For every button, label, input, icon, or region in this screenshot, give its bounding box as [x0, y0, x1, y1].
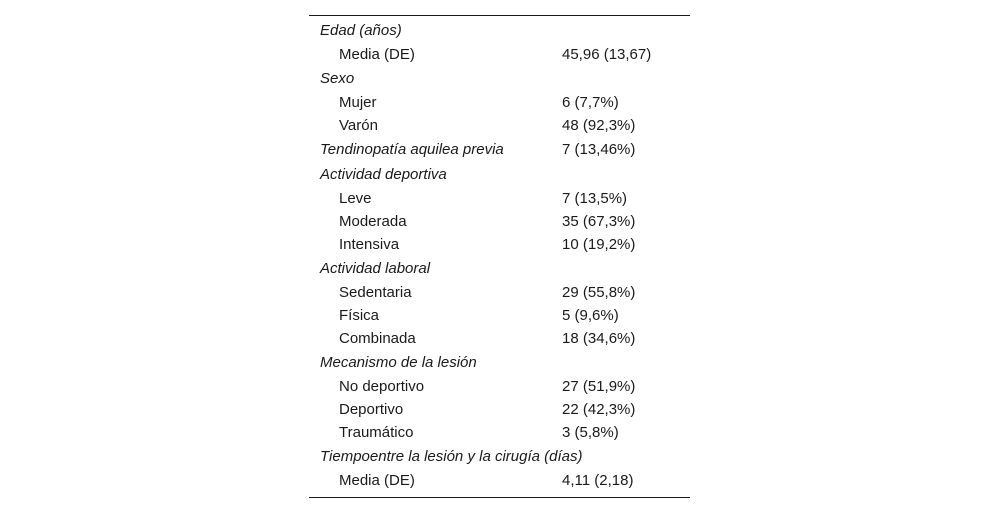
table-row: [309, 233, 690, 256]
section-label: Tiempoentre la lesión y la cirugía (días): [320, 448, 583, 465]
table-row: [309, 43, 690, 66]
table-section-row: [309, 18, 690, 43]
table-row: [309, 304, 690, 327]
row-value: 10 (19,2%): [562, 236, 636, 253]
table-section-row: [309, 162, 690, 187]
table-row: [309, 375, 690, 398]
table-body: [309, 16, 690, 497]
row-value: 18 (34,6%): [562, 330, 636, 347]
row-label: Media (DE): [339, 46, 415, 63]
row-label: Moderada: [339, 213, 407, 230]
row-value: 5 (9,6%): [562, 307, 619, 324]
row-value: 45,96 (13,67): [562, 46, 652, 63]
section-label: Actividad laboral: [320, 260, 431, 277]
row-label: No deportivo: [339, 378, 425, 395]
row-value: 3 (5,8%): [562, 424, 619, 441]
row-label: Sedentaria: [339, 284, 412, 301]
table-row: [309, 91, 690, 114]
row-label: Mujer: [339, 94, 377, 111]
row-label: Varón: [339, 117, 378, 134]
section-label: Tendinopatía aquilea previa: [320, 141, 504, 158]
row-value: 35 (67,3%): [562, 213, 636, 230]
section-label: Mecanismo de la lesión: [320, 354, 477, 371]
table-section-row: [309, 444, 690, 469]
row-value: 22 (42,3%): [562, 401, 636, 418]
row-value: [562, 444, 690, 469]
row-value: [562, 350, 690, 375]
section-label: Edad (años): [320, 22, 402, 39]
section-label: Sexo: [320, 70, 355, 87]
row-value: [562, 162, 690, 187]
table-section-row: [309, 350, 690, 375]
table-row: [309, 281, 690, 304]
row-value: 4,11 (2,18): [562, 472, 634, 489]
table-section-row: [309, 137, 690, 162]
section-label: Actividad deportiva: [320, 166, 447, 183]
table-row: [309, 187, 690, 210]
table-row: [309, 398, 690, 421]
row-label: Media (DE): [339, 472, 415, 489]
table-row: [309, 114, 690, 137]
row-value: [562, 256, 690, 281]
row-label: Deportivo: [339, 401, 404, 418]
row-label: Combinada: [339, 330, 416, 347]
row-label: Física: [339, 307, 380, 324]
row-label: Leve: [339, 190, 372, 207]
row-value: 48 (92,3%): [562, 117, 636, 134]
characteristics-table: [309, 15, 690, 498]
row-value: [562, 66, 690, 91]
bottom-rule: [309, 497, 690, 498]
row-value: 29 (55,8%): [562, 284, 636, 301]
row-value: 27 (51,9%): [562, 378, 636, 395]
row-value: 7 (13,46%): [562, 141, 636, 158]
table-row: [309, 421, 690, 444]
table-section-row: [309, 66, 690, 91]
table-section-row: [309, 256, 690, 281]
table-row: [309, 327, 690, 350]
row-label: Intensiva: [339, 236, 400, 253]
row-value: 6 (7,7%): [562, 94, 619, 111]
row-value: 7 (13,5%): [562, 190, 628, 207]
row-label: Traumático: [339, 424, 414, 441]
table-row: [309, 469, 690, 492]
row-value: [562, 18, 690, 43]
table-row: [309, 210, 690, 233]
